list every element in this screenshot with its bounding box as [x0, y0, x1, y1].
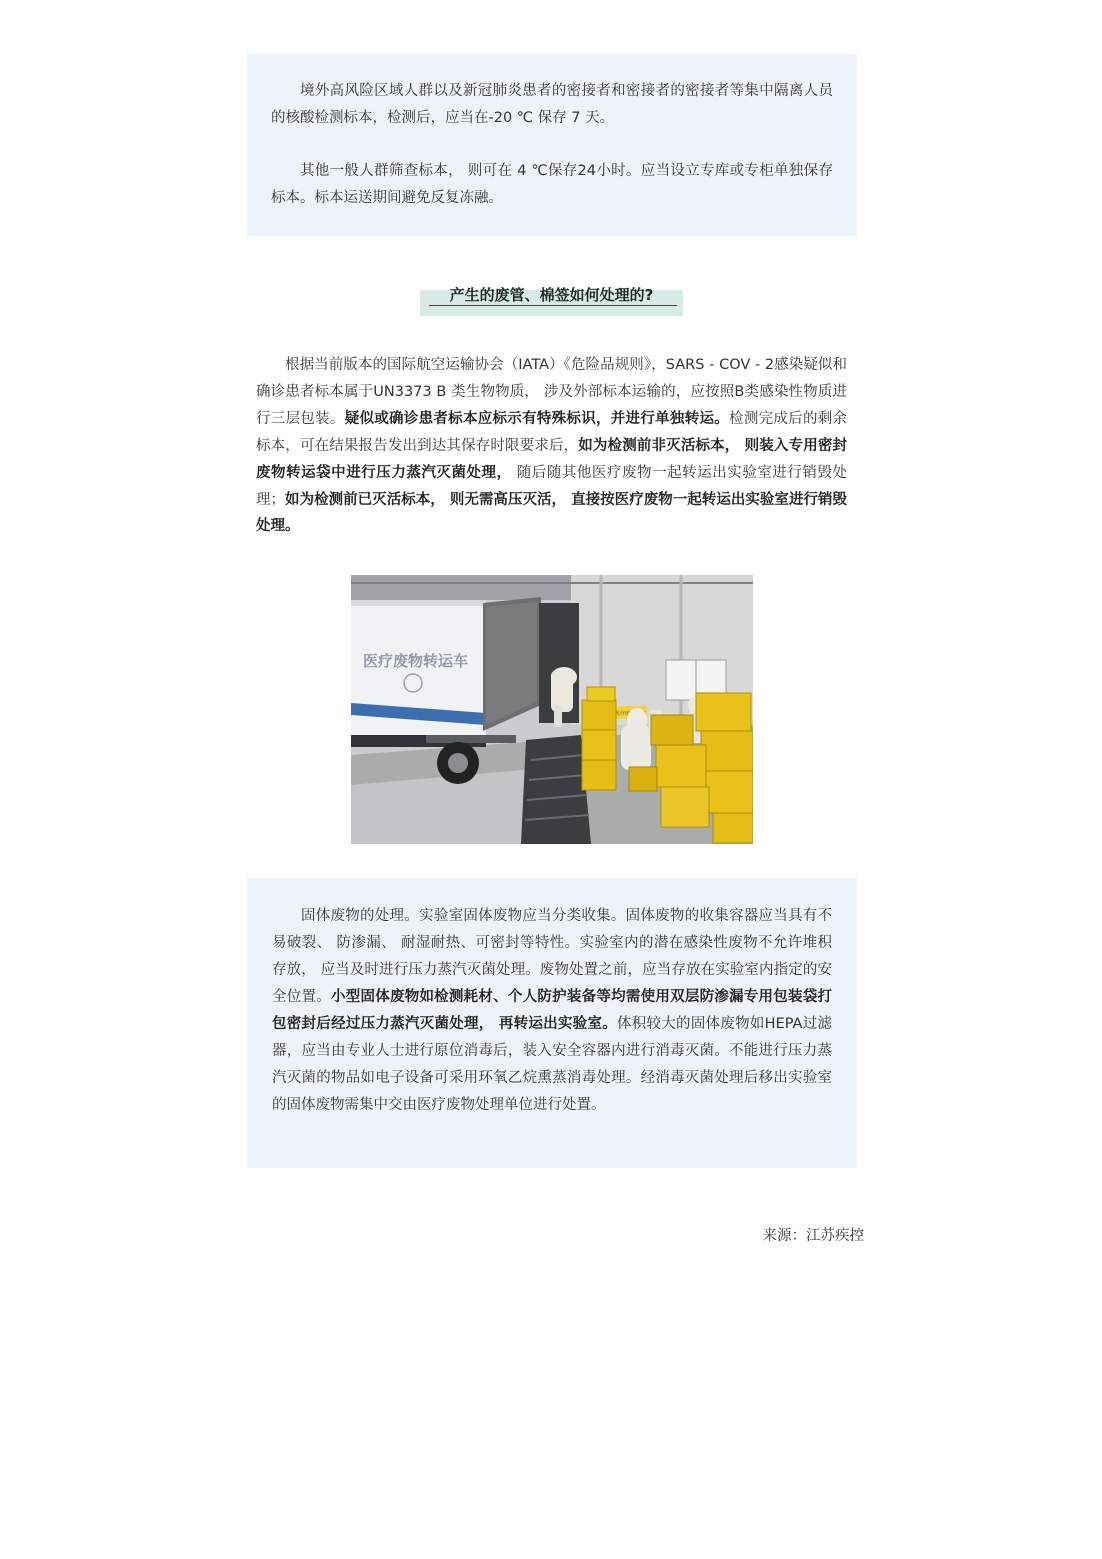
- truck-side-text: 医疗废物转运车: [363, 652, 469, 670]
- solid-waste-sentence-3: 体积较大的固体废物如HEPA过滤器，应当由专业人士进行原位消毒后，装入安全容器内进行消毒灭菌。不能进行压力蒸汽灭菌的物品如电子设备可采用环氧乙烷熏蒸消毒处理。经消毒灭菌处理后移出实验室的固体废物需集中交由医疗废物处理单位进行处置。: [272, 1016, 832, 1113]
- section-heading: 产生的废管、棉签如何处理的?: [449, 286, 654, 304]
- waste-handling-paragraph: [256, 352, 847, 540]
- medical-waste-truck-photo: [351, 575, 753, 844]
- storage-info-panel: [247, 54, 857, 236]
- solid-waste-panel: [247, 878, 857, 1168]
- source-attribution: 来源：江苏疾控: [762, 1228, 864, 1244]
- body-sentence-2-bold: 疑似或确诊患者标本应标示有特殊标识，并进行单独转运。: [344, 410, 730, 427]
- section-heading-underline: [429, 305, 677, 306]
- waste-handling-text: [256, 352, 847, 540]
- solid-waste-paragraph: [272, 903, 832, 1119]
- body-sentence-4-bold: 如为检测前非灭活标本， 则装入专用密封废物转运袋中进行压力蒸汽灭菌处理，: [256, 437, 848, 481]
- body-sentence-1: 根据当前版本的国际航空运输协会（IATA）《危险品规则》，SARS - COV - 2感染疑似和确诊患者标本属于UN3373 B 类生物物质， 涉及外部标本运输的，应按照B类感染性物质进行三层包装。: [256, 357, 847, 427]
- solid-waste-sentence-2-bold: 小型固体废物如检测耗材、个人防护装备等均需使用双层防渗漏专用包装袋打包密封后经过压力蒸汽灭菌处理， 再转运出实验室。: [272, 989, 833, 1032]
- storage-paragraph-general: 其他一般人群筛查标本， 则可在 4 ℃保存24小时。应当设立专库或专柜单独保存标本。标本运送期间避免反复冻融。: [271, 163, 833, 206]
- body-sentence-3: 检测完成后的剩余标本，可在结果报告发出到达其保存时限要求后，: [256, 410, 848, 454]
- body-sentence-5: 随后随其他医疗废物一起转运出实验室进行销毁处理；: [256, 464, 848, 508]
- solid-waste-sentence-1: 固体废物的处理。实验室固体废物应当分类收集。固体废物的收集容器应当具有不易破裂、 防渗漏、 耐湿耐热、可密封等特性。实验室内的潜在感染性废物不允许堆积存放， 应当及时进行压力蒸汽灭菌处理。废物处置之前，应当存放在实验室内指定的安全位置。: [272, 908, 832, 1005]
- storage-paragraph-high-risk: 境外高风险区域人群以及新冠肺炎患者的密接者和密接者的密接者等集中隔离人员的核酸检测标本，检测后，应当在-20 ℃ 保存 7 天。: [271, 83, 833, 126]
- body-sentence-6-bold: 如为检测前已灭活标本， 则无需高压灭活， 直接按医疗废物一起转运出实验室进行销毁处理。: [256, 491, 848, 535]
